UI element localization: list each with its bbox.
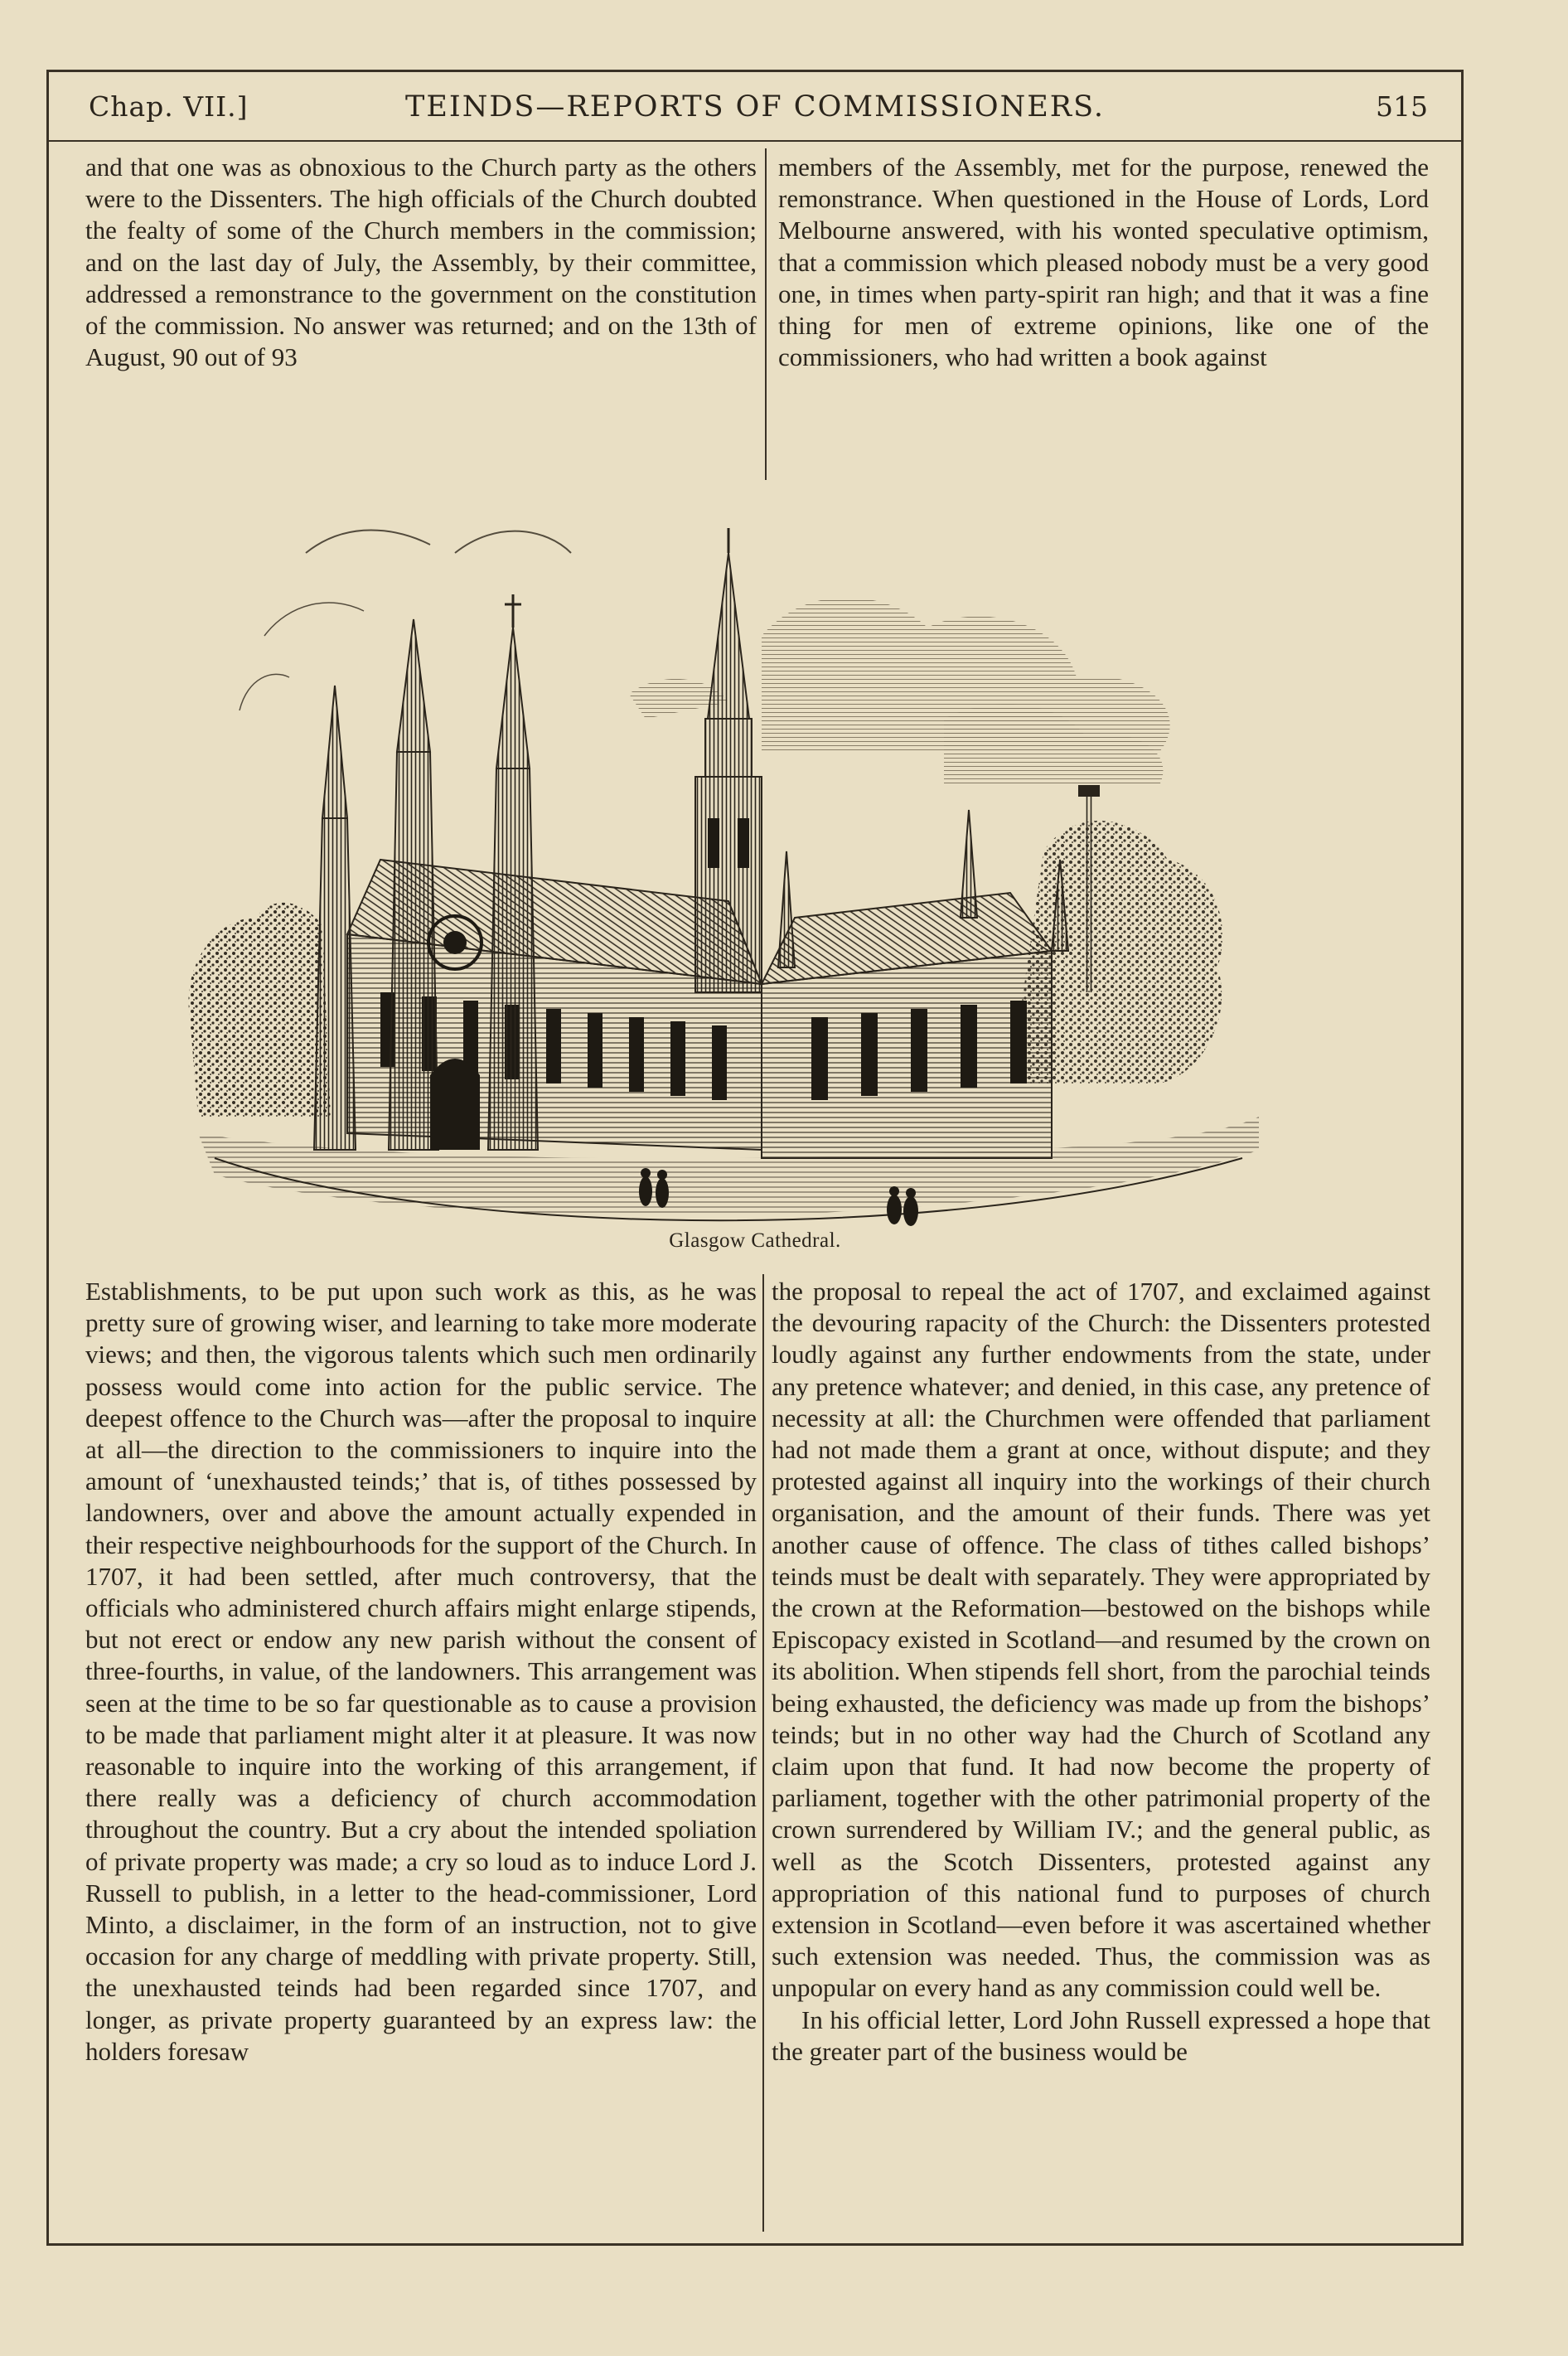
paragraph: In his official letter, Lord John Russell expressed a hope that the greater part of the business would be <box>772 2005 1430 2066</box>
paragraph: members of the Assembly, met for the purpose, renewed the remonstrance. When questioned in the House of Lords, Lord Melbourne answered, with his wonted speculative optimism, that a commission which pleased nobody must be a very good one, in times when party-spirit ran high; and that it was a fine thing for men of extreme opinions, like one of the commissioners, who had written a book against <box>778 153 1429 372</box>
column-divider-top <box>765 148 767 480</box>
running-title: TEINDS—REPORTS OF COMMISSIONERS. <box>404 90 1106 124</box>
column-divider-bottom <box>762 1274 764 2232</box>
paragraph: the proposal to repeal the act of 1707, and exclaimed against the devouring rapacity of the Church: the Dissenters protested loudly against any further endowments from the state, under any pretence whatever; and denied, in this case, any pretence of necessity at all: the Churchmen were offended that parliament had not made them a grant at once, without dispute; and they protested against all inquiry into the workings of their church organisation, and the amount of their funds. There was yet another cause of offence. The class of tithes called bishops’ teinds must be dealt with separately. They were appropriated by the crown at the Reformation—bestowed on the bishops while Episcopacy existed in Scotland—and resumed by the crown on its abolition. When stipends fell short, from the parochial teinds being exhausted, the deficiency was made up from the bishops’ teinds; but in no other way had the Church of Scotland any claim upon that fund. It had now become the property of parliament, together with the other patrimonial property of the crown surrendered by William IV.; and the general public, as well as the Scotch Dissenters, protested against any appropriation of this national fund to purposes of church extension in Scotland—even before it was ascertained whether such extension was needed. Thus, the commission was as unpopular on every hand as any commission could well be. <box>772 1277 1430 2003</box>
chapter-label: Chap. VII.] <box>89 90 249 123</box>
glasgow-cathedral-engraving <box>181 503 1358 1266</box>
page-number: 515 <box>1376 90 1428 123</box>
text-column-top-right <box>778 152 1429 468</box>
paragraph: and that one was as obnoxious to the Church party as the others were to the Dissenters. The high officials of the Church doubted the fealty of some of the Church members in the commission; and on the last day of July, the Assembly, by their committee, addressed a remonstrance to the government on the constitution of the commission. No answer was returned; and on the 13th of August, 90 out of 93 <box>85 153 757 372</box>
paragraph: Establishments, to be put upon such work as this, as he was pretty sure of growing wiser, and learning to take more moderate views; and then, the vigorous talents which such men ordinarily possess would come into action for the public service. The deepest offence to the Church was—after the proposal to inquire at all—the direction to the commissioners to inquire into the amount of ‘unexhausted teinds;’ that is, of tithes possessed by landowners, over and above the amount actually expended in their respective neighbourhoods for the support of the Church. In 1707, it had been settled, after much controversy, that the officials who administered church affairs might enlarge stipends, but not erect or endow any new parish without the consent of three-fourths, in value, of the landowners. This arrangement was seen at the time to be so far questionable as to cause a provision to be made that parliament might alter it at pleasure. It was now reasonable to inquire into the working of this arrangement, if there really was a deficiency of church accommodation throughout the country. But a cry about the intended spoliation of private property was made; a cry so loud as to induce Lord J. Russell to publish, in a letter to the head-commissioner, Lord Minto, a disclaimer, in the form of an instruction, not to give occasion for any charge of meddling with private property. Still, the unexhausted teinds had been regarded since 1707, and longer, as private property guaranteed by an express law: the holders foresaw <box>85 1277 757 2066</box>
running-header <box>49 72 1461 142</box>
text-column-top-left <box>85 152 757 468</box>
text-column-bottom-left <box>85 1276 757 2225</box>
page-frame <box>46 70 1464 2246</box>
figure-caption: Glasgow Cathedral. <box>669 1229 841 1252</box>
text-column-bottom-right <box>772 1276 1430 2225</box>
